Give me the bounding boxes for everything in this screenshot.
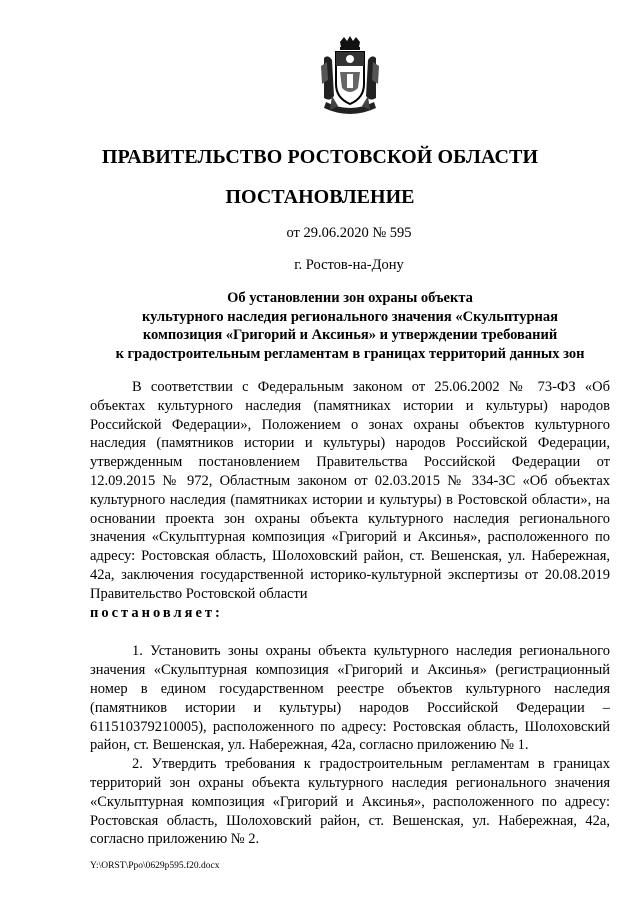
coat-of-arms-icon — [318, 36, 382, 118]
file-path-footer: Y:\ORST\Ppo\0629p595.f20.docx — [90, 861, 220, 871]
preamble-paragraph: В соответствии с Федеральным законом от 25.06.2002 № 73-ФЗ «Об объектах культурного наследия (памятниках истории и культуры) народов Российской Федерации», Положением о зонах охраны объектов культурного наследия (памятников истории и культуры) народов Российской Федерации, утвержденным постановлением Правительства Российской Федерации от 12.09.2015 № 972, Областным законом от 02.03.2015 № 334-ЗС «Об объектах культурного наследия (памятниках истории и культуры) в Ростовской области», на основании проекта зон охраны объекта культурного наследия регионального значения «Скульптурная композиция «Григорий и Аксинья», расположенного по адресу: Ростовская область, Шолоховский район, ст. Вешенская, ул. Набережная, 42а, заключения государственной историко-культурной экспертизы от 20.08.2019 Правительство Ростовской области — [90, 379, 610, 602]
title-line: к градостроительным регламентам в границах территорий данных зон — [115, 345, 585, 362]
organization-name: ПРАВИТЕЛЬСТВО РОСТОВСКОЙ ОБЛАСТИ — [101, 146, 539, 168]
title-line: культурного наследия регионального значения «Скульптурная — [142, 308, 558, 325]
title-line: композиция «Григорий и Аксинья» и утверждении требований — [142, 327, 558, 344]
document-type: ПОСТАНОВЛЕНИЕ — [225, 186, 415, 208]
document-title — [90, 289, 610, 363]
resolves-keyword: постановляет: — [90, 604, 223, 621]
document-date-number: от 29.06.2020 № 595 — [286, 225, 412, 241]
resolution-item-1: 1. Установить зоны охраны объекта культурного наследия регионального значения «Скульптурная композиция «Григорий и Аксинья» (регистрационный номер в едином государственном реестре объектов культурного наследия (памятников истории и культуры) народов Российской Федерации – 611510379210005), расположенного по адресу: Ростовская область, Шолоховский район, ст. Вешенская, ул. Набережная, 42а, согласно приложению № 1. — [90, 643, 610, 754]
document-body — [90, 378, 610, 849]
document-city: г. Ростов-на-Дону — [294, 257, 404, 273]
resolution-item-2: 2. Утвердить требования к градостроительным регламентам в границах территорий зон охраны объекта культурного наследия регионального значения «Скульптурная композиция «Григорий и Аксинья», расположенного по адресу: Ростовская область, Шолоховский район, ст. Вешенская, ул. Набережная, 42а, согласно приложению № 2. — [90, 756, 610, 848]
title-line: Об установлении зон охраны объекта — [227, 290, 473, 306]
